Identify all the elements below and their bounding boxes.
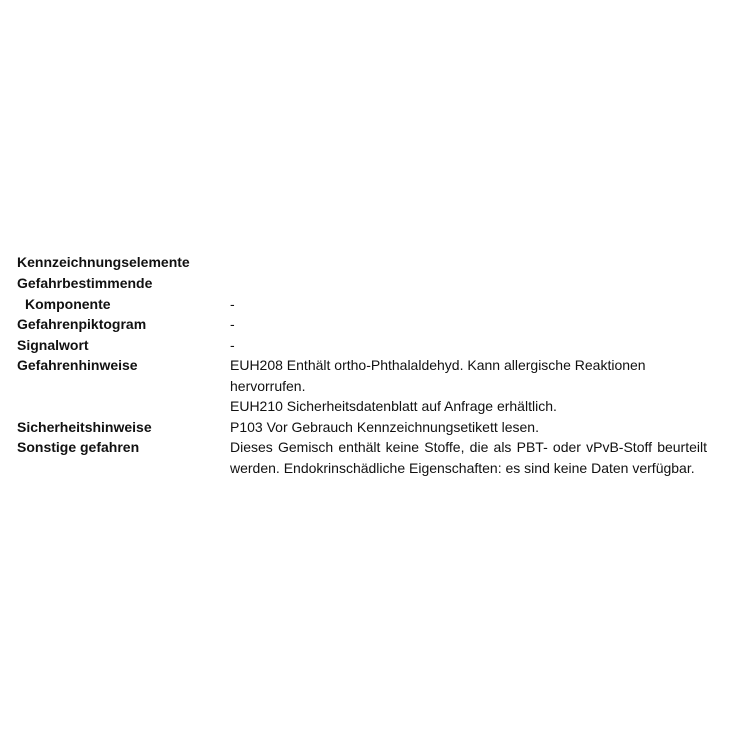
value-precautionary-statements: P103 Vor Gebrauch Kennzeichnungsetikett lesen. — [230, 418, 539, 435]
hazard-statement-euh208: EUH208 Enthält ortho-Phthalaldehyd. Kann allergische Reaktionen hervorrufen. — [230, 357, 646, 394]
value-hazard-component: - — [230, 295, 235, 312]
label-hazard-component-line1: Gefahrbestimmende — [17, 275, 153, 291]
label-precautionary-statements: Sicherheitshinweise — [17, 418, 152, 435]
row-precautionary-statements — [17, 417, 707, 438]
label-signal-word: Signalwort — [17, 336, 89, 353]
label-other-hazards: Sonstige gefahren — [17, 439, 140, 455]
label-pictogram: Gefahrenpiktogram — [17, 316, 147, 332]
value-hazard-statements — [230, 355, 707, 417]
label-hazard-component-line2: Komponente — [25, 295, 111, 312]
labelling-elements-section — [17, 252, 707, 478]
row-pictogram — [17, 314, 707, 335]
hazard-statement-euh210: EUH210 Sicherheitsdatenblatt auf Anfrage erhältlich. — [230, 398, 557, 414]
row-hazard-component — [17, 273, 707, 314]
row-other-hazards — [17, 437, 707, 478]
value-other-hazards: Dieses Gemisch enthält keine Stoffe, die als PBT- oder vPvB-Stoff beurteilt werden. Endokrinschädliche Eigenschaften: es sind keine Daten verfügbar. — [230, 439, 707, 476]
section-title: Kennzeichnungselemente — [17, 254, 190, 270]
value-signal-word: - — [230, 336, 235, 353]
value-pictogram: - — [230, 316, 235, 332]
label-hazard-component — [17, 273, 230, 314]
row-signal-word — [17, 335, 707, 356]
label-hazard-statements: Gefahrenhinweise — [17, 357, 138, 373]
row-hazard-statements — [17, 355, 707, 417]
